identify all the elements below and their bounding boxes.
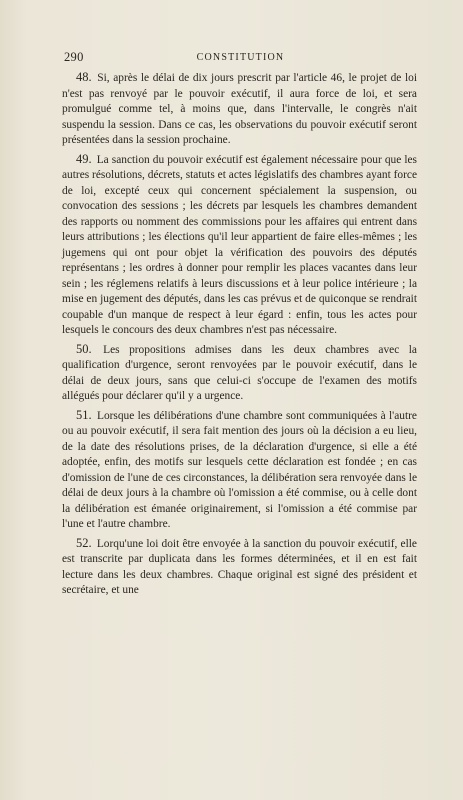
article-number: 51. [76, 407, 92, 422]
article-text: Les propositions admises dans les deux chambres avec la qualification d'urgence, seront renvoyées par le pouvoir exécutif, dans le délai de deux jours, sans que celui-ci s'occupe de l'examen des motifs allégués pour déclarer qu'il y a urgence. [62, 343, 417, 402]
article-text: Si, après le délai de dix jours prescrit par l'article 46, le projet de loi n'est pas renvoyé par le pouvoir exécutif, il aura force de loi, et sera promulgué comme tel, à moins que, dans l'intervalle, le congrès n'ait suspendu la session. Dans ce cas, les observations du pouvoir exécutif seront présentées dans la session prochaine. [62, 72, 417, 146]
article-number: 48. [76, 70, 92, 84]
article-51 [62, 408, 417, 533]
page-number: 290 [64, 50, 84, 64]
page-header [64, 50, 417, 66]
page-body [62, 70, 417, 602]
article-number: 50. [76, 341, 92, 356]
article-number: 49. [76, 151, 92, 166]
article-48 [62, 70, 417, 149]
article-text: La sanction du pouvoir exécutif est également nécessaire pour que les autres résolutions, décrets, statuts et actes législatifs des chambres ayant force de loi, excepté ceux qui concernent spécialement la suspension, ou convocation des sessions ; les décrets par lesquels les chambres demandent des rapports ou nomment des commissions pour les affaires qui entrent dans leurs attributions ; les élections qu'il leur appartient de faire elles-mêmes ; les jugemens qui ont pour objet la vérification des pouvoirs des députés représentans ; les ordres à donner pour remplir les places vacantes dans leur sein ; les réglemens relatifs à leurs discussions et à leur police intérieure ; la mise en jugement des députés, dans les cas prévus et de quiconque se rendrait coupable d'un manque de respect à leur égard : enfin, tous les actes pour lesquels le concours des deux chambres n'est pas nécessaire. [62, 153, 417, 336]
article-text: Lorqu'une loi doit être envoyée à la sanction du pouvoir exécutif, elle est transcrite par duplicata dans les formes déterminées, et il en est fait lecture dans les deux chambres. Chaque original est signé des président et secrétaire, et une [62, 537, 417, 596]
article-49 [62, 152, 417, 339]
running-head: CONSTITUTION [196, 52, 285, 63]
article-text: Lorsque les délibérations d'une chambre sont communiquées à l'autre ou au pouvoir exécutif, il sera fait mention des jours où la décision a eu lieu, de la date des résolutions prises, de la déclaration d'urgence, si elle a été adoptée, enfin, des motifs sur lesquels cette déclaration est fondée ; en cas d'omission de l'une de ces circonstances, la délibération sera renvoyée dans le délai de deux jours à la chambre où l'omission a été commise, ou à celle dont la délibération est émanée originairement, si l'omission a été commise par l'une et l'autre chambre. [62, 409, 417, 530]
article-50 [62, 342, 417, 405]
article-52 [62, 536, 417, 599]
article-number: 52. [76, 535, 92, 550]
